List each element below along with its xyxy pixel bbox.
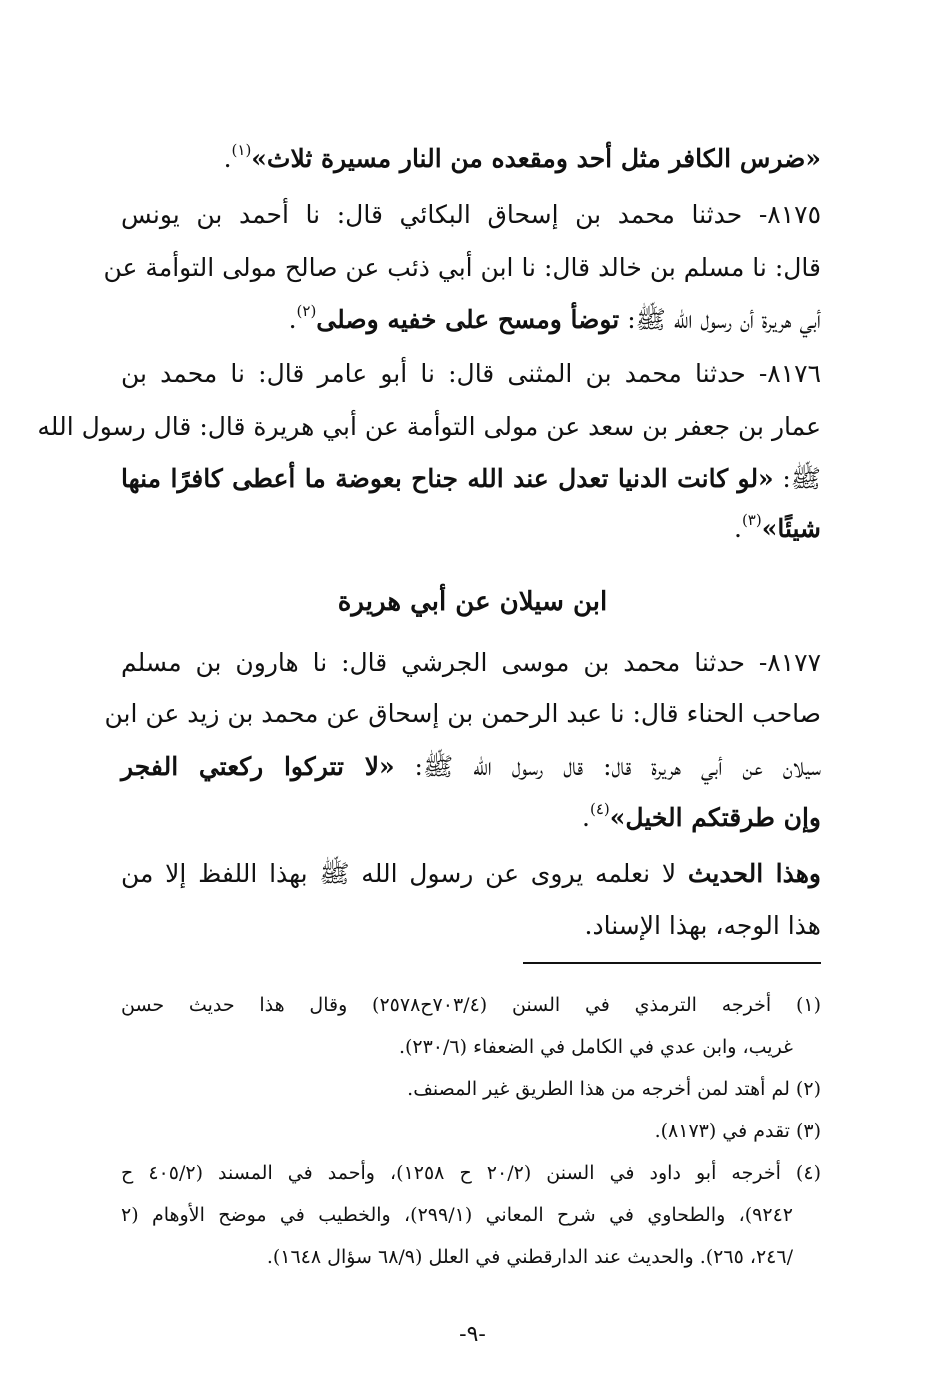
comment-lead: وهذا الحديث bbox=[687, 859, 821, 888]
footnote-1-line-2: غريب، وابن عدي في الكامل في الضعفاء (٢٣٠/٦). bbox=[398, 1036, 793, 1058]
footnote-4-line-3: /٢٤٦، ٢٦٥). والحديث عند الدارقطني في العلل (٦٨/٩ سؤال ١٦٤٨). bbox=[266, 1246, 793, 1268]
footnote-4-line-1: (٤) أخرجه أبو داود في السنن (٢٠/٢ ح ١٢٥٨)، وأحمد في المسند (٤٠٥/٢ ح bbox=[121, 1162, 821, 1184]
hadith-8175-line-2: قال: نا مسلم بن خالد قال: نا ابن أبي ذئب عن صالح مولى التوأمة عن bbox=[103, 253, 821, 282]
isnad-text: سيلان عن أبي هريرة قال: قال رسول الله ﷺ: bbox=[414, 752, 821, 781]
footnote-marker: (٢) bbox=[296, 302, 317, 320]
footnote-4-line-2: ٩٢٤٢)، والطحاوي في شرح المعاني (٢٩٩/١)، والخطيب في موضح الأوهام (٢ bbox=[121, 1204, 793, 1226]
comment-line-1 bbox=[121, 857, 821, 891]
period: . bbox=[733, 514, 742, 543]
comment-text: لا نعلمه يروى عن رسول الله ﷺ بهذا اللفظ إلا من bbox=[121, 859, 677, 888]
hadith-8177-line-2: صاحب الحناء قال: نا عبد الرحمن بن إسحاق عن محمد بن زيد عن ابن bbox=[104, 699, 821, 728]
period: . bbox=[582, 803, 590, 832]
hadith-8176-line-3 bbox=[121, 462, 821, 496]
footnote-2: (٢) لم أهتد لمن أخرجه من هذا الطريق غير المصنف. bbox=[407, 1078, 821, 1100]
section-heading: ابن سيلان عن أبي هريرة bbox=[337, 587, 608, 617]
footnote-marker: (٤) bbox=[590, 800, 610, 818]
isnad-text: ﷺ: bbox=[782, 464, 821, 493]
hadith-8175-line-3 bbox=[121, 303, 821, 337]
isnad-text: أبي هريرة أن رسول الله ﷺ: bbox=[627, 305, 821, 334]
hadith-text: شيئًا» bbox=[761, 514, 821, 543]
hadith-8177-line-4 bbox=[121, 801, 821, 835]
footnote-marker: (١) bbox=[231, 141, 252, 159]
footnote-marker: (٣) bbox=[741, 511, 762, 529]
hadith-8176-line-1: ٨١٧٦- حدثنا محمد بن المثنى قال: نا أبو عامر قال: نا محمد بن bbox=[121, 359, 821, 388]
hadith-8177-line-1: ٨١٧٧- حدثنا محمد بن موسى الجرشي قال: نا هارون بن مسلم bbox=[121, 648, 821, 677]
hadith-text: «لا تتركوا ركعتي الفجر bbox=[121, 752, 395, 781]
footnote-3: (٣) تقدم في (٨١٧٣). bbox=[654, 1120, 821, 1142]
period: . bbox=[288, 305, 297, 334]
hadith-8175-line-1: ٨١٧٥- حدثنا محمد بن إسحاق البكائي قال: نا أحمد بن يونس bbox=[121, 200, 821, 229]
footnote-separator bbox=[523, 962, 821, 964]
hadith-text: «لو كانت الدنيا تعدل عند الله جناح بعوضة ما أعطى كافرًا منها bbox=[121, 464, 774, 493]
hadith-text: توضأ ومسح على خفيه وصلى bbox=[316, 305, 620, 334]
hadith-8177-line-3 bbox=[121, 750, 821, 784]
hadith-tail-line bbox=[121, 142, 821, 176]
hadith-8176-line-4 bbox=[121, 512, 821, 546]
hadith-8176-line-2: عمار بن جعفر بن سعد عن مولى التوأمة عن أبي هريرة قال: قال رسول الله bbox=[37, 412, 821, 441]
period: . bbox=[223, 144, 232, 173]
hadith-text: وإن طرقتكم الخيل» bbox=[609, 803, 821, 832]
comment-line-2: هذا الوجه، بهذا الإسناد. bbox=[584, 911, 821, 940]
footnote-1-line-1: (١) أخرجه الترمذي في السنن (٧٠٣/٤ح٢٥٧٨) وقال هذا حديث حسن bbox=[121, 994, 821, 1016]
hadith-text: «ضرس الكافر مثل أحد ومقعده من النار مسيرة ثلاث» bbox=[251, 144, 821, 173]
page-number: -٩- bbox=[459, 1322, 486, 1347]
